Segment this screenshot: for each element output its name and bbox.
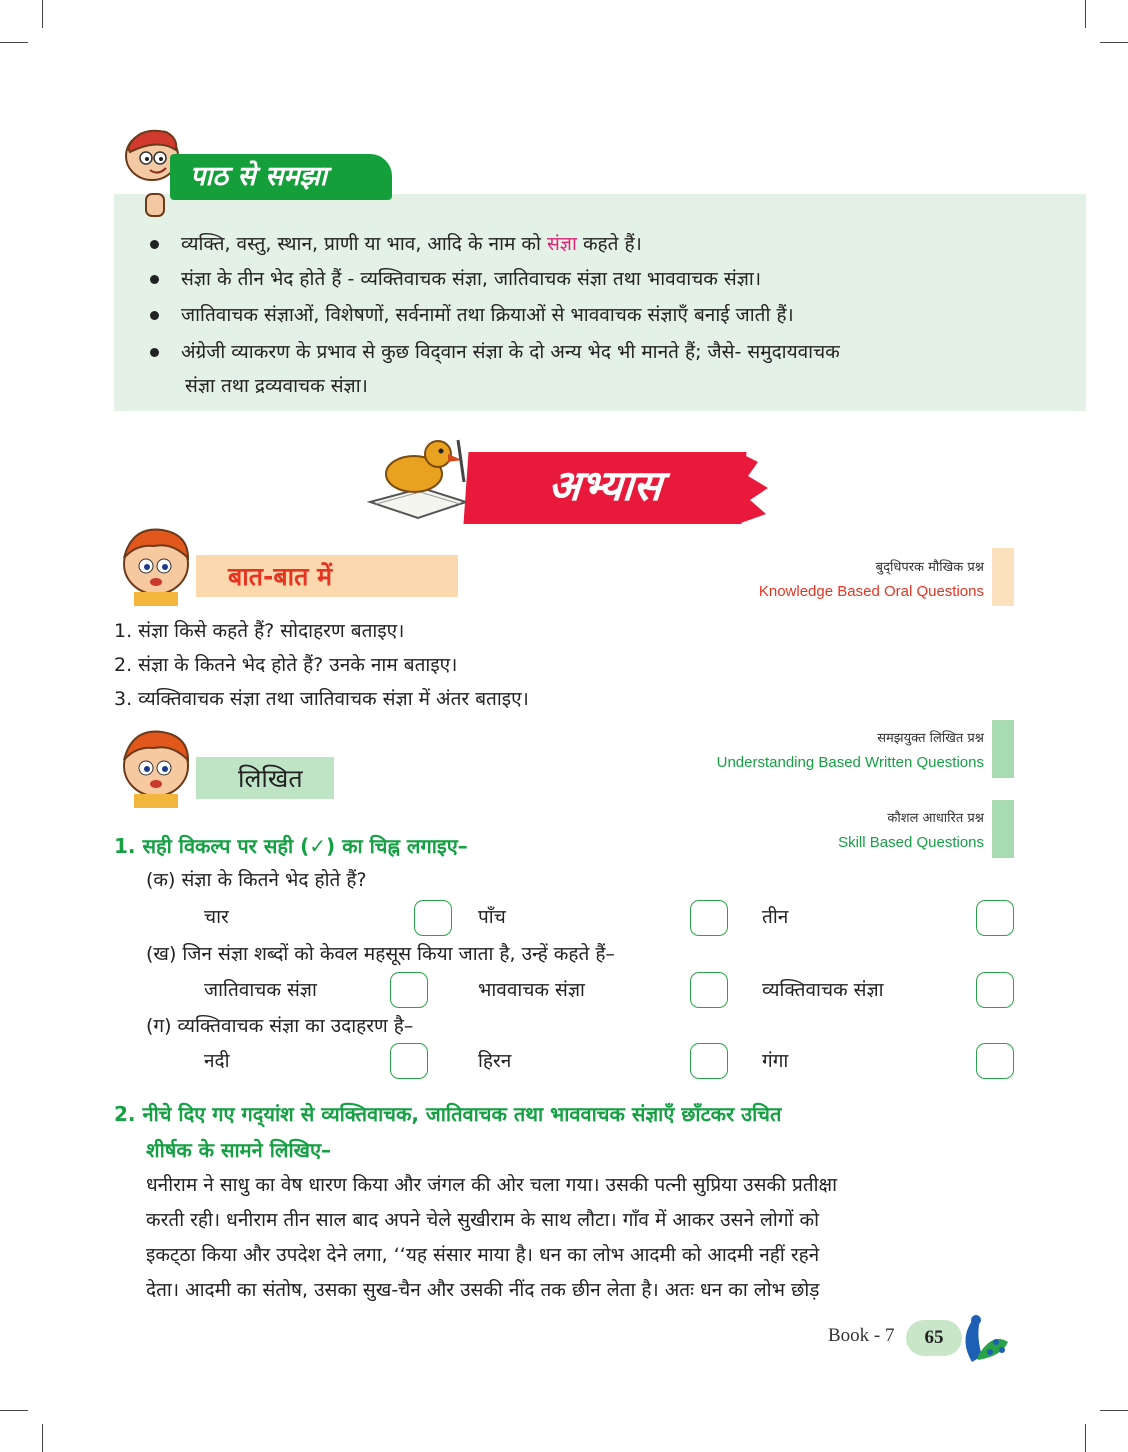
tag-stripe bbox=[992, 720, 1014, 778]
summary-bullet: व्यक्ति, वस्तु, स्थान, प्राणी या भाव, आदि के नाम को संज्ञा कहते हैं। bbox=[150, 227, 642, 261]
crop-mark bbox=[42, 1424, 43, 1452]
written-section-title: लिखित bbox=[238, 764, 303, 793]
answer-checkbox[interactable] bbox=[976, 972, 1014, 1008]
abhyas-banner: अभ्यास bbox=[463, 452, 746, 524]
answer-checkbox[interactable] bbox=[690, 900, 728, 936]
summary-title: पाठ से समझा bbox=[170, 154, 392, 200]
option-label: गंगा bbox=[762, 1050, 789, 1072]
answer-checkbox[interactable] bbox=[976, 1043, 1014, 1079]
q1-item-label: (ख) जिन संज्ञा शब्दों को केवल महसूस किया जाता है, उन्हें कहते हैं– bbox=[146, 943, 615, 965]
crop-mark bbox=[1085, 1424, 1086, 1452]
crop-mark bbox=[42, 0, 43, 28]
q2-heading: 2. नीचे दिए गए गद्‌यांश से व्यक्तिवाचक, जातिवाचक तथा भाववाचक संज्ञाएँ छाँटकर उचित bbox=[114, 1102, 782, 1126]
page-number: 65 bbox=[906, 1320, 962, 1356]
q1-item-label: (क) संज्ञा के कितने भेद होते हैं? bbox=[146, 869, 367, 891]
oral-question: 1. संज्ञा किसे कहते हैं? सोदाहरण बताइए। bbox=[114, 620, 405, 642]
tag-stripe bbox=[992, 548, 1014, 606]
answer-checkbox[interactable] bbox=[414, 900, 452, 936]
banner-tail-icon bbox=[738, 452, 772, 524]
option-label: चार bbox=[204, 906, 229, 928]
cartoon-boy-icon bbox=[114, 520, 200, 606]
bird-reading-icon bbox=[362, 432, 472, 524]
crop-mark bbox=[0, 1410, 28, 1411]
written-tag: समझयुक्त लिखित प्रश्न Understanding Based Written Questions bbox=[716, 731, 984, 771]
answer-checkbox[interactable] bbox=[976, 900, 1014, 936]
passage-line: धनीराम ने साधु का वेष धारण किया और जंगल की ओर चला गया। उसकी पत्नी सुप्रिया उसकी प्रतीक्षा bbox=[146, 1174, 838, 1196]
passage-line: देता। आदमी का संतोष, उसका सुख-चैन और उसकी नींद तक छीन लेता है। अतः धन का लोभ छोड़ bbox=[146, 1279, 820, 1301]
answer-checkbox[interactable] bbox=[690, 1043, 728, 1079]
cartoon-boy-icon bbox=[114, 722, 200, 808]
oral-question: 2. संज्ञा के कितने भेद होते हैं? उनके नाम बताइए। bbox=[114, 654, 458, 676]
peacock-icon bbox=[952, 1312, 1010, 1364]
answer-checkbox[interactable] bbox=[690, 972, 728, 1008]
option-label: पाँच bbox=[478, 906, 506, 928]
crop-mark bbox=[1100, 42, 1128, 43]
q1-item-label: (ग) व्यक्तिवाचक संज्ञा का उदाहरण है– bbox=[146, 1015, 414, 1037]
answer-checkbox[interactable] bbox=[390, 1043, 428, 1079]
crop-mark bbox=[0, 42, 28, 43]
written-section-header bbox=[196, 757, 334, 799]
tag-stripe bbox=[992, 800, 1014, 858]
option-label: नदी bbox=[204, 1050, 230, 1072]
answer-checkbox[interactable] bbox=[390, 972, 428, 1008]
q2-heading-cont: शीर्षक के सामने लिखिए– bbox=[146, 1138, 332, 1162]
passage-line: इकट्‌ठा किया और उपदेश देने लगा, ‘‘यह संसार माया है। धन का लोभ आदमी को आदमी नहीं रहने bbox=[146, 1244, 820, 1266]
option-label: भाववाचक संज्ञा bbox=[478, 979, 585, 1001]
crop-mark bbox=[1085, 0, 1086, 28]
q1-heading: 1. सही विकल्प पर सही (✓) का चिह्न लगाइए– bbox=[114, 834, 468, 858]
skill-tag: कौशल आधारित प्रश्न Skill Based Questions bbox=[838, 811, 984, 851]
oral-question: 3. व्यक्तिवाचक संज्ञा तथा जातिवाचक संज्ञा में अंतर बताइए। bbox=[114, 688, 529, 710]
crop-mark bbox=[1100, 1410, 1128, 1411]
oral-section-header bbox=[196, 555, 458, 597]
passage-line: करती रही। धनीराम तीन साल बाद अपने चेले सुखीराम के साथ लौटा। गाँव में आकर उसने लोगों को bbox=[146, 1209, 819, 1231]
option-label: जातिवाचक संज्ञा bbox=[204, 979, 317, 1001]
oral-section-title: बात-बात में bbox=[228, 562, 333, 591]
option-label: व्यक्तिवाचक संज्ञा bbox=[762, 979, 884, 1001]
summary-bullet: संज्ञा के तीन भेद होते हैं - व्यक्तिवाचक संज्ञा, जातिवाचक संज्ञा तथा भाववाचक संज्ञा। bbox=[150, 262, 761, 296]
oral-tag: बुद्‌धिपरक मौखिक प्रश्न Knowledge Based Oral Questions bbox=[758, 560, 984, 600]
option-label: हिरन bbox=[478, 1050, 512, 1072]
summary-bullet: जातिवाचक संज्ञाओं, विशेषणों, सर्वनामों तथा क्रियाओं से भाववाचक संज्ञाएँ बनाई जाती हैं। bbox=[150, 298, 794, 332]
option-label: तीन bbox=[762, 906, 789, 928]
q2-passage bbox=[146, 1168, 1016, 1308]
book-label: Book - 7 bbox=[828, 1325, 895, 1346]
summary-bullet: अंग्रेजी व्याकरण के प्रभाव से कुछ विद्‌वान संज्ञा के दो अन्य भेद भी मानते हैं; जैसे- समुदायवाचक संज्ञा तथा द्रव्यवाचक संज्ञा। bbox=[150, 335, 1030, 403]
